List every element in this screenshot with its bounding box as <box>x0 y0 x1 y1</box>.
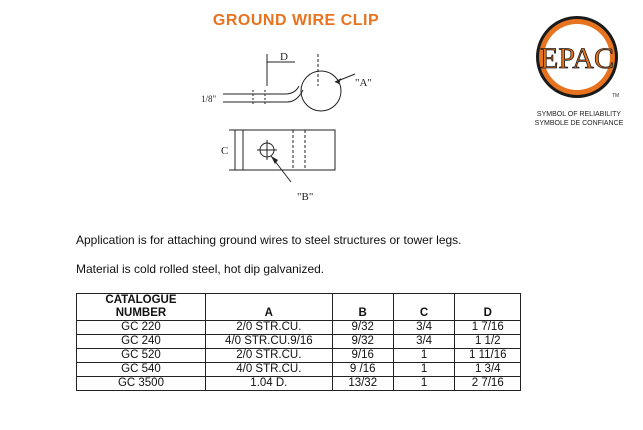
cell-a: 2/0 STR.CU. <box>205 349 332 363</box>
epac-logo <box>534 14 620 100</box>
logo-text: EPAC <box>540 42 614 75</box>
cell-b: 9/16 <box>332 349 393 363</box>
clip-technical-drawing <box>195 46 425 216</box>
tagline-french: SYMBOLE DE CONFIANCE <box>534 120 624 127</box>
cell-b: 9/32 <box>332 335 393 349</box>
cell-b: 13/32 <box>332 377 393 391</box>
cell-b: 9/32 <box>332 321 393 335</box>
thickness-label: 1/8" <box>201 94 217 104</box>
material-text: Material is cold rolled steel, hot dip galvanized. <box>76 262 325 276</box>
cell-c: 3/4 <box>393 321 455 335</box>
cell-a: 4/0 STR.CU. <box>205 363 332 377</box>
cell-c: 1 <box>393 363 455 377</box>
cell-number: GC 240 <box>77 335 206 349</box>
header-c: C <box>393 294 455 321</box>
dimension-c-label: C <box>221 145 229 157</box>
cell-number: GC 3500 <box>77 377 206 391</box>
trademark-mark: TM <box>612 93 620 99</box>
cell-number: GC 540 <box>77 363 206 377</box>
catalogue-table <box>76 293 521 391</box>
cell-a: 2/0 STR.CU. <box>205 321 332 335</box>
header-b: B <box>332 294 393 321</box>
cell-c: 3/4 <box>393 335 455 349</box>
cell-b: 9 /16 <box>332 363 393 377</box>
cell-c: 1 <box>393 349 455 363</box>
cell-c: 1 <box>393 377 455 391</box>
logo-tagline <box>524 110 634 128</box>
tagline-english: SYMBOL OF RELIABILITY <box>536 111 622 118</box>
cell-a: 4/0 STR.CU.9/16 <box>205 335 332 349</box>
callout-b-label: "B" <box>297 191 314 203</box>
table-row <box>77 321 521 335</box>
header-catalogue-line2: NUMBER <box>115 307 167 319</box>
cell-d: 1 7/16 <box>455 321 521 335</box>
header-catalogue-line1: CATALOGUE <box>105 294 177 306</box>
table-row <box>77 335 521 349</box>
dimension-d-label: D <box>280 51 288 63</box>
cell-d: 2 7/16 <box>455 377 521 391</box>
header-d: D <box>455 294 521 321</box>
cell-a: 1.04 D. <box>205 377 332 391</box>
page-title: GROUND WIRE CLIP <box>212 12 380 29</box>
table-header-row <box>77 294 521 321</box>
header-catalogue-number <box>77 294 206 321</box>
callout-a-label: "A" <box>355 77 372 89</box>
cell-d: 1 11/16 <box>455 349 521 363</box>
table-row <box>77 377 521 391</box>
application-text: Application is for attaching ground wires to steel structures or tower legs. <box>76 233 462 247</box>
cell-number: GC 520 <box>77 349 206 363</box>
header-a: A <box>205 294 332 321</box>
cell-d: 1 3/4 <box>455 363 521 377</box>
table-row <box>77 349 521 363</box>
cell-d: 1 1/2 <box>455 335 521 349</box>
table-row <box>77 363 521 377</box>
cell-number: GC 220 <box>77 321 206 335</box>
